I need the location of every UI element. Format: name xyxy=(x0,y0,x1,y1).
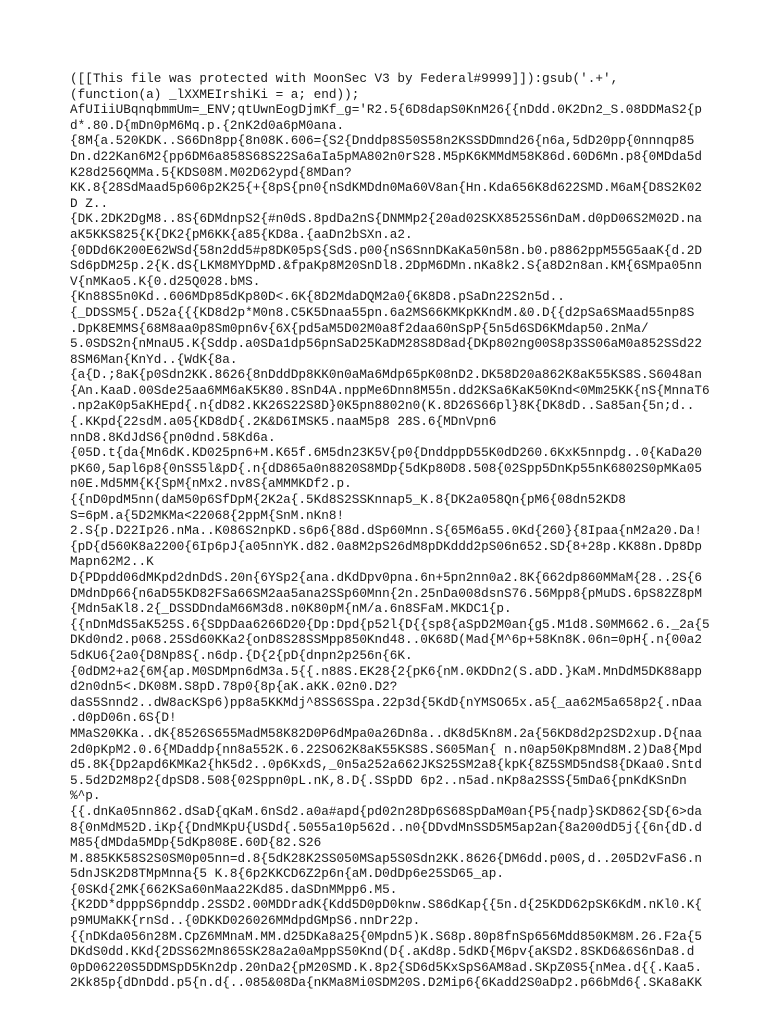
code-line: S=6pM.a{5D2MKMa<22068{2ppM{SnM.nKn8! xyxy=(70,507,345,523)
code-line: Mapn62M2..K xyxy=(70,554,154,570)
code-line: {05D.t{da{Mn6dK.KD025pn6+M.K65f.6M5dn23K5V{p0{DnddppD55K0dD260.6KxK5nnpdg..0{KaDa20 xyxy=(70,445,702,461)
code-line: AfUIiiUBqnqbmmUm=_ENV;qtUwnEogDjmKf_g='R2.5{6D8dapS0KnM26{{nDdd.0K2Dn2_S.08DDMaS2{p xyxy=(70,102,702,118)
code-line: DMdnDp66{n6aD55KD82FSa66SM2aa5ana2SSp60Mnn{2n.25nDa008dsnS76.56Mpp8{pMuDS.6pS82Z8pM xyxy=(70,585,702,601)
code-line: V{nMKao5.K{0.d25Q028.bMS. xyxy=(70,273,261,289)
code-line: .d0pD06n.6S{D! xyxy=(70,710,177,726)
code-line: .np2aK0p5aKHEpd{.n{dD82.KK26S22S8D}0K5pn8802n0(K.8D26S66pl}8K{DK8dD..Sa85an{5n;d.. xyxy=(70,398,695,414)
code-line: aK5KKS825{K{DK2{pM6KK{a85{KD8a.{aaDn2bSXn.a2. xyxy=(70,226,413,242)
code-line: 8{0nMdM52D.iKp{{DndMKpU{USDd{.5055a10p562d..n0{DDvdMnSSD5M5ap2an{8a200dD5j{{6n{dD.d xyxy=(70,819,702,835)
code-line: 2Kk85p{dDnDdd.p5{n.d{..085&08Da{nKMa8Mi0SDM20S.D2Mip6{6Kadd2S0aDp2.p66bMd6{.SKa8aKK xyxy=(70,975,702,991)
obfuscated-lua-code xyxy=(70,71,710,991)
code-line: {DK.2DK2DgM8..8S{6DMdnpS2{#n0dS.8pdDa2nS{DNMMp2{20ad02SKX8525S6nDaM.d0pD06S2M02D.na xyxy=(70,211,702,227)
code-line: DKd0nd2.p068.25Sd60KKa2{onD8S28SSMpp850Knd48..0K68D(Mad{M^6p+58Kn8K.06n=0pH{.n{00a2 xyxy=(70,632,702,648)
code-line: {{.dnKa05nn862.dSaD{qKaM.6nSd2.a0a#apd{pd02n28Dp6S68SpDaM0an{P5{nadp}SKD862{SD{6>da xyxy=(70,803,702,819)
code-line: {_DDSSM5{.D52a{{{KD8d2p*M0n8.C5K5Dnaa55pn.6a2MS66KMKpKKndM.&0.D{{d2pSa6SMaad55np8S xyxy=(70,304,695,320)
code-line: .DpK8EMMS{68M8aa0p8Sm0pn6v{6X{pd5aM5D02M0a8f2daa60nSpP{5n5d6SD6KMdap50.2nMa/ xyxy=(70,320,649,336)
code-line: {0SKd{2MK{662KSa60nMaa22Kd85.daSDnMMpp6.M5. xyxy=(70,881,398,897)
code-line: d*.80.D{mDn0pM6Mq.p.{2nK2d0a6pM0ana. xyxy=(70,117,345,133)
code-line: {{nDnMdS5aK525S.6{SDpDaa6266D20{Dp:Dpd{p52l{D{{sp8{aSpD2M0an{g5.M1d8.S0MM662.6._2a{5 xyxy=(70,616,710,632)
code-line: ([[This file was protected with MoonSec V3 by Federal#9999]]):gsub('.+', xyxy=(70,71,619,86)
code-line: daS5Snnd2..dW8acKSp6)pp8a5KKMdj^8SS6SSpa.22p3d{5KdD{nYMSO65x.a5{_aa62M5a658p2{.nDaa xyxy=(70,694,702,710)
code-line: {An.KaaD.00Sde25aa6MM6aK5K80.8SnD4A.nppMe6Dnn8M55n.dd2KSa6KaK50Knd<0Mm25KK{nS{MnnaT6 xyxy=(70,382,710,398)
code-line: K28d256QMMa.5{KDS08M.M02D62ypd{8MDan? xyxy=(70,164,352,180)
code-line: 5dnJSK2D8TMpMnna{5 K.8{6p2KKCD6Z2p6n{aM.D0dDp6e25SD65_ap. xyxy=(70,866,504,882)
code-line: nnD8.8KdJdS6{pn0dnd.58Kd6a. xyxy=(70,429,276,445)
code-line: D Z.. xyxy=(70,195,109,211)
code-line: D{PDpdd06dMKpd2dnDdS.20n{6YSp2{ana.dKdDpv0pna.6n+5pn2nn0a2.8K{662dp860MMaM{28..2S{6 xyxy=(70,570,702,585)
code-line: Sd6pDM25p.2{K.dS{LKM8MYDpMD.&fpaKp8M20SnDl8.2DpM6DMn.nKa8k2.S{a8D2n8an.KM{6SMpa05nn xyxy=(70,258,702,274)
code-line: {a{D.;8aK{p0Sdn2KK.8626{8nDddDp8KK0n0aMa6Mdp65pK08nD2.DK58D20a862K8aK55KS8S.S6048an xyxy=(70,367,702,383)
code-line: 0pD06220S5DDMSpD5Kn2dp.20nDa2{pM20SMD.K.8p2{SD6d5KxSpS6AM8ad.SKpZ0S5{nMea.d{{.Kaa5. xyxy=(70,959,702,975)
code-line: {{nD0pdM5nn(daM50p6SfDpM{2K2a{.5Kd8S2SSKnnap5_K.8{DK2a058Qn{pM6{08dn52KD8 xyxy=(70,492,626,508)
code-line: p9MUMaKK{rnSd..{0DKKD026026MMdpdGMpS6.nnDr22p. xyxy=(70,913,421,929)
code-line: 2.S{p.D22Ip26.nMa..K086S2npKD.s6p6{88d.dSp60Mnn.S{65M6a55.0Kd{260}{8Ipaa{nM2a20.Da! xyxy=(70,523,702,539)
code-line: DKdS0dd.KKd{2DSS62Mn865SK28a2a0aMppS50Knd(D{.aKd8p.5dKD{M6pv{aKSD2.8SKD6&6S6nDa8.d xyxy=(70,944,695,960)
code-line: 8SM6Man{KnYd..{WdK{8a. xyxy=(70,351,238,367)
code-line: 2d0pKpM2.0.6{MDaddp{nn8a552K.6.22SO62K8aK55KS8S.S605Man{ n.n0ap50Kp8Mnd8M.2)Da8{Mpd xyxy=(70,741,702,757)
code-line: M.885KK58S2S0SM0p05nn=d.8{5dK28K2SS050MSap5S0Sdn2KK.8626{DM6dd.p00S,d..205D2vFaS6.n xyxy=(70,850,702,866)
code-line: {0dDM2+a2{6M{ap.M0SDMpn6dM3a.5{{.n88S.EK28{2{pK6{nM.0KDDn2(S.aDD.}KaM.MnDdM5DK88app xyxy=(70,663,702,679)
code-line: {{nDKda056n28M.CpZ6MMnaM.MM.d25DKa8a25{0Mpdn5)K.S68p.80p8fnSp656Mdd850KM8M.26.F2a{5 xyxy=(70,928,702,944)
code-line: n0E.Md5MM{K{SpM{nMx2.nv8S{aMMMKDf2.p. xyxy=(70,476,352,492)
code-line: MMaS20KKa..dK{8526S655MadM58K82D0P6dMpa0a26Dn8a..dK8d5Kn8M.2a{56KD8d2p2SD2xup.D{naa xyxy=(70,725,702,741)
code-line: {Kn88S5n0Kd..606MDp85dKp80D<.6K{8D2MdaDQM2a0{6K8D8.pSaDn22S2n5d.. xyxy=(70,289,565,305)
code-line: (function(a) _lXXMEIrshiKi = a; end)); xyxy=(70,86,360,102)
code-line: {0DDd6K200E62WSd{58n2dd5#p8DK05pS{SdS.p00{nS6SnnDKaKa50n58n.b0.p8862ppM55G5aaK{d.2D xyxy=(70,242,702,258)
code-line: 5.5d2D2M8p2{dpSD8.508{02Sppn0pL.nK,8.D{.SSpDD 6p2..n5ad.nKp8a2SSS{5mDa6{pnKdKSnDn xyxy=(70,772,687,788)
code-line: 5.0SDS2n{nMnaU5.K{Sddp.a0SDa1dp56pnSaD25KaDM28S8D8ad{DKp802ng00S8p3SS06aM0a852SSd22 xyxy=(70,336,702,352)
code-line: KK.8{28SdMaad5p606p2K25{+{8pS{pn0{nSdKMDdn0Ma60V8an{Hn.Kda656K8d622SMD.M6aM{D8S2K02 xyxy=(70,180,702,196)
code-line: 5dKU6{2a0{D8Np8S{.n6dp.{D{2{pD{dnpn2p256n{6K. xyxy=(70,647,413,663)
code-line: {8M{a.520KDK..S66Dn8pp{8n08K.606={S2{Dnddp8S50S58n2KSSDDmnd26{n6a,5dD20pp{0nnnqp85 xyxy=(70,133,695,149)
code-line: Dn.d22Kan6M2{pp6DM6a858S68S22Sa6aIa5pMA802n0rS28.M5pK6KMMdM58K86d.60D6Mn.p8{0MDda5d xyxy=(70,148,702,164)
code-line: %^p. xyxy=(70,788,101,804)
code-line: {.KKpd{22sdM.a05{KD8dD{.2K&D6IMSK5.naaM5p8 28S.6{MDnVpn6 xyxy=(70,414,497,430)
code-line: d5.8K{Dp2apd6KMKa2{hK5d2..0p6KxdS,_0n5a252a662JKS25SM2a8{kpK{8Z5SMD5ndS8{DKaa0.Sntd xyxy=(70,757,702,773)
code-line: M85{dMDda5MDp{5dKp808E.60D{82.S26 xyxy=(70,835,322,851)
code-line: {Mdn5aKl8.2{_DSSDDndaM66M3d8.n0K80pM{nM/a.6n8SFaM.MKDC1{p. xyxy=(70,601,512,617)
code-line: {K2DD*dpppS6pnddp.2SSD2.00MDDradK{Kdd5D0pD0knw.S86dKap{{5n.d{25KDD62pSK6KdM.nKl0.K{ xyxy=(70,897,702,913)
code-line: {pD{d560K8a2200{6Ip6pJ{a05nnYK.d82.0a8M2pS26dM8pDKddd2pS06n652.SD{8+28p.KK88n.Dp8Dp xyxy=(70,538,702,554)
code-line: pK60,5apl6p8{0nSS5l&pD{.n{dD865a0n8820S8MDp{5dKp80D8.508{02Spp5DnKp55nK6802S0pMKa05 xyxy=(70,460,702,476)
code-line: d2n0dn5<.DK08M.S8pD.78p0{8p{aK.aKK.02n0.D2? xyxy=(70,679,398,695)
